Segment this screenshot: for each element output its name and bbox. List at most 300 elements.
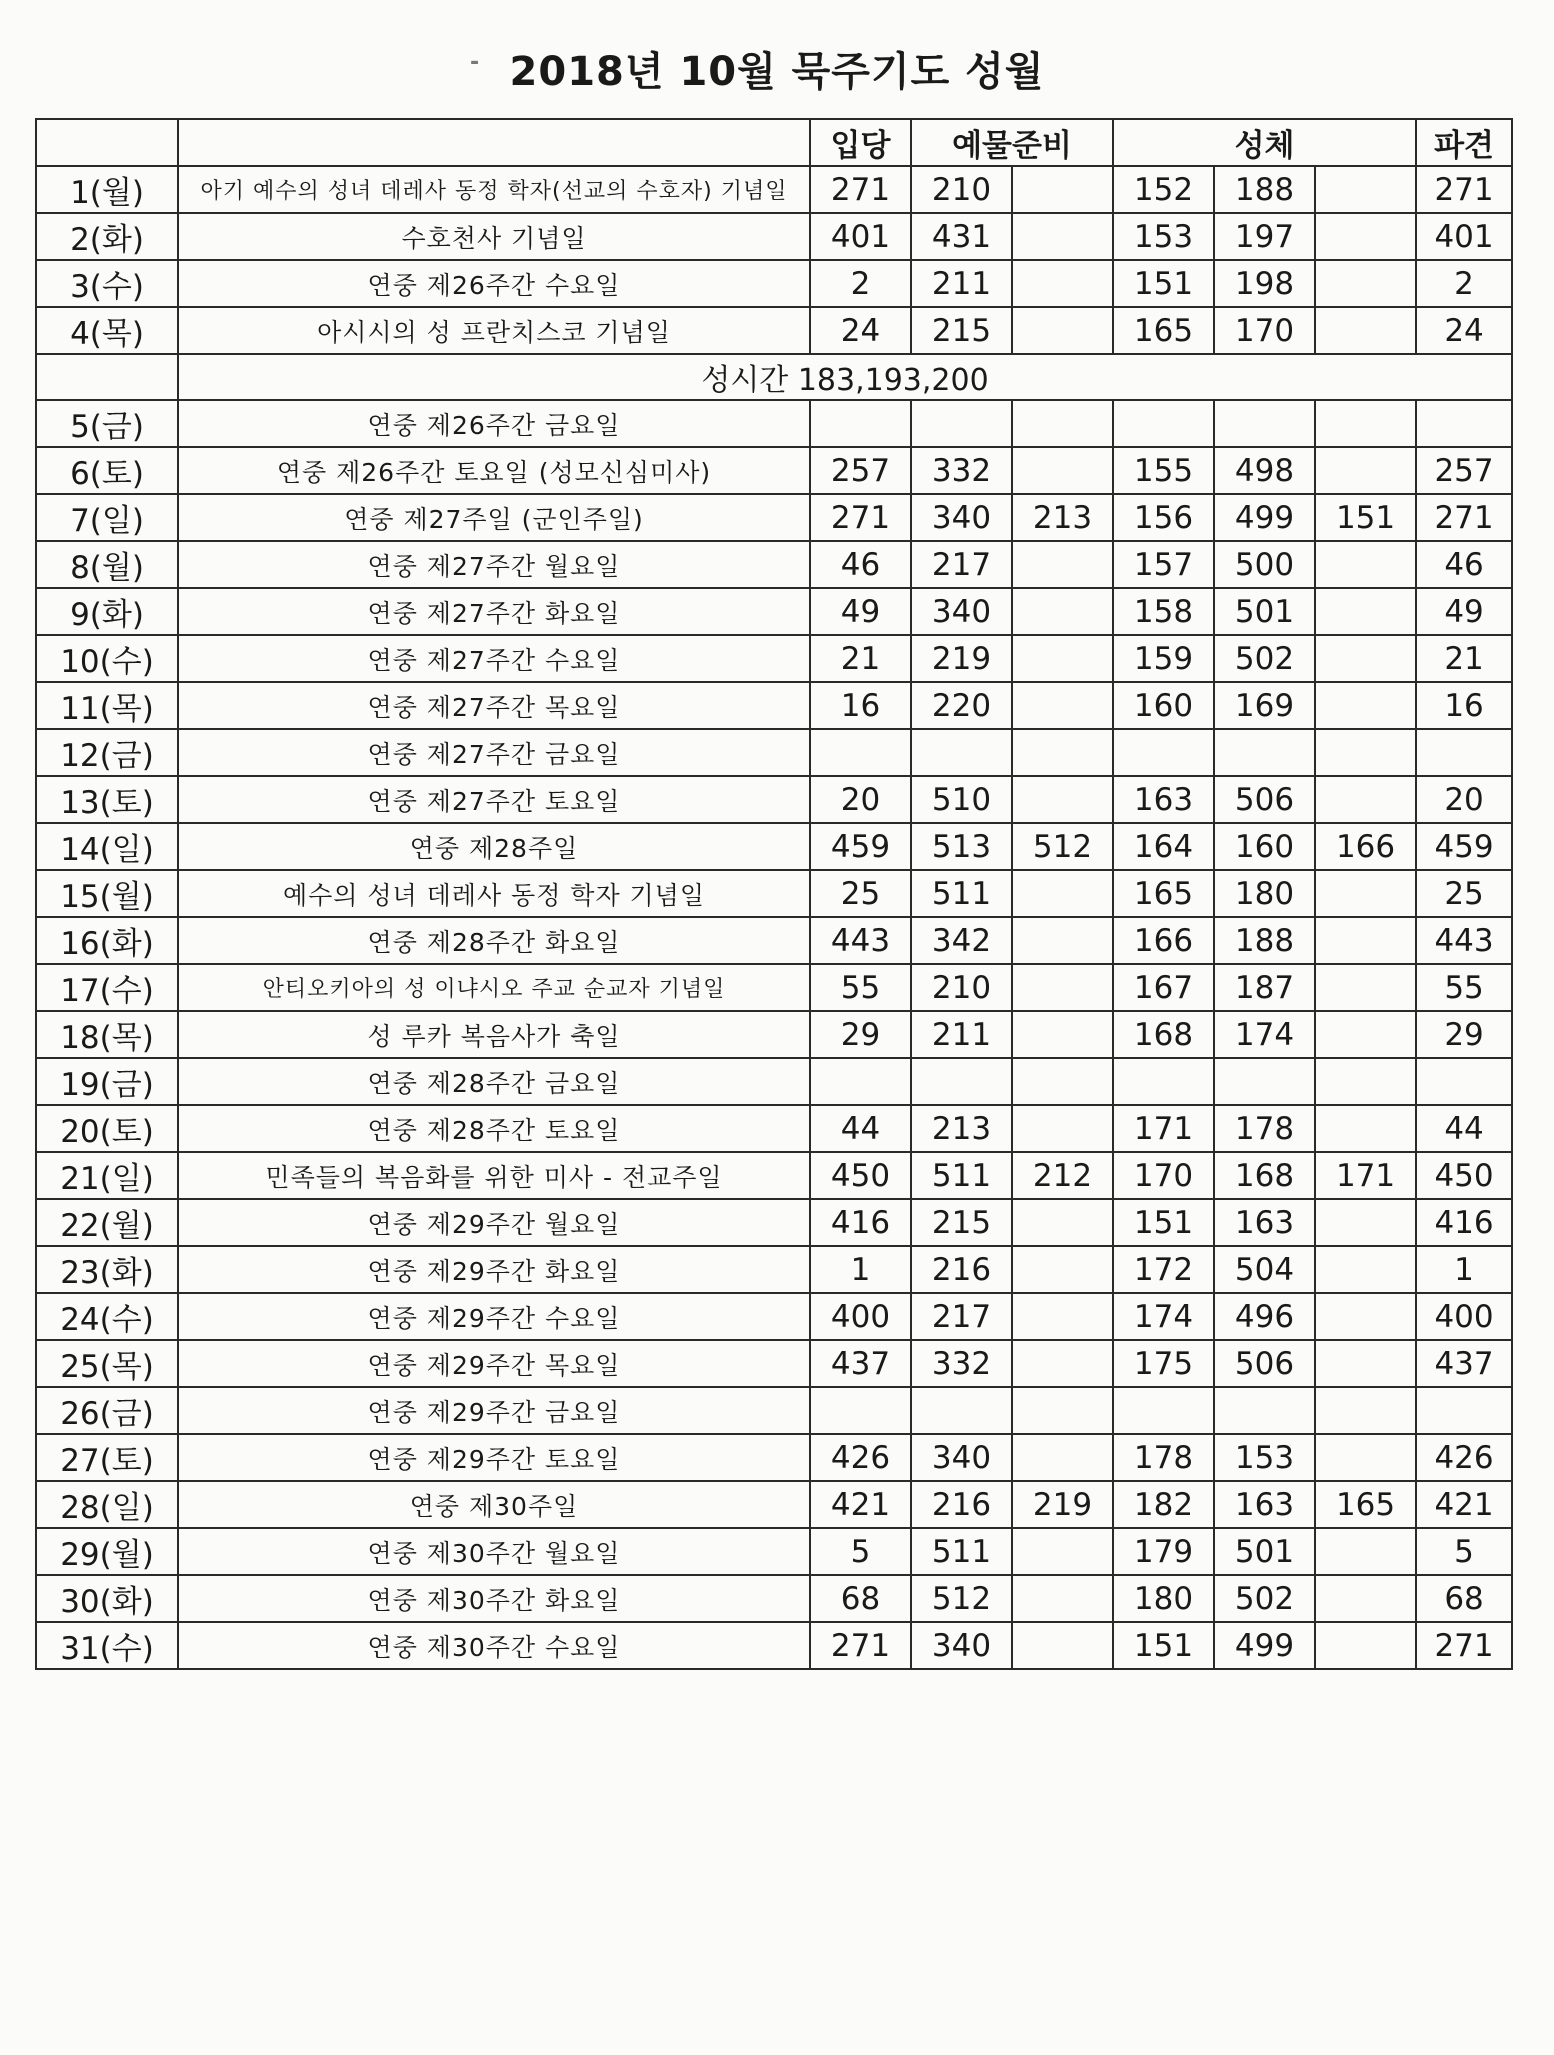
- communion-hymn-2-cell: 496: [1214, 1293, 1315, 1340]
- communion-hymn-3-cell: [1315, 1293, 1416, 1340]
- date-cell: 13(토): [36, 776, 178, 823]
- offertory-hymn-1-cell: 211: [911, 260, 1012, 307]
- offertory-hymn-2-cell: [1012, 917, 1113, 964]
- table-row: [36, 1011, 1512, 1058]
- date-cell: 22(월): [36, 1199, 178, 1246]
- date-cell: 8(월): [36, 541, 178, 588]
- offertory-hymn-2-cell: [1012, 307, 1113, 354]
- communion-hymn-3-cell: [1315, 213, 1416, 260]
- offertory-hymn-1-cell: 340: [911, 1622, 1012, 1669]
- date-cell: 6(토): [36, 447, 178, 494]
- liturgy-cell: 연중 제26주간 수요일: [178, 260, 810, 307]
- table-row: [36, 635, 1512, 682]
- communion-hymn-3-cell: [1315, 588, 1416, 635]
- communion-hymn-3-cell: [1315, 1199, 1416, 1246]
- communion-hymn-1-cell: 175: [1113, 1340, 1214, 1387]
- offertory-hymn-1-cell: 511: [911, 870, 1012, 917]
- dismissal-hymn-cell: 400: [1416, 1293, 1512, 1340]
- table-row: [36, 870, 1512, 917]
- page-title: [0, 40, 1554, 97]
- table-row: [36, 1387, 1512, 1434]
- offertory-hymn-1-cell: 216: [911, 1246, 1012, 1293]
- offertory-hymn-2-cell: [1012, 776, 1113, 823]
- date-cell: 9(화): [36, 588, 178, 635]
- liturgy-cell: 연중 제27주간 금요일: [178, 729, 810, 776]
- entrance-hymn-cell: 46: [810, 541, 911, 588]
- dismissal-hymn-cell: 271: [1416, 1622, 1512, 1669]
- dismissal-hymn-cell: 21: [1416, 635, 1512, 682]
- liturgy-cell: 연중 제29주간 월요일: [178, 1199, 810, 1246]
- communion-hymn-1-cell: 151: [1113, 1622, 1214, 1669]
- dismissal-hymn-cell: [1416, 1058, 1512, 1105]
- communion-hymn-2-cell: 197: [1214, 213, 1315, 260]
- offertory-hymn-2-cell: 219: [1012, 1481, 1113, 1528]
- communion-hymn-2-cell: 178: [1214, 1105, 1315, 1152]
- offertory-hymn-1-cell: [911, 1387, 1012, 1434]
- offertory-hymn-2-cell: [1012, 166, 1113, 213]
- date-cell: 7(일): [36, 494, 178, 541]
- offertory-hymn-1-cell: 511: [911, 1528, 1012, 1575]
- communion-hymn-3-cell: [1315, 1105, 1416, 1152]
- liturgy-cell: 연중 제26주간 금요일: [178, 400, 810, 447]
- table-row: [36, 823, 1512, 870]
- communion-hymn-2-cell: 188: [1214, 917, 1315, 964]
- dismissal-hymn-cell: 2: [1416, 260, 1512, 307]
- communion-hymn-3-cell: [1315, 917, 1416, 964]
- entrance-hymn-cell: [810, 1387, 911, 1434]
- communion-hymn-3-cell: [1315, 776, 1416, 823]
- communion-hymn-1-cell: 158: [1113, 588, 1214, 635]
- communion-hymn-1-cell: 170: [1113, 1152, 1214, 1199]
- date-cell: 5(금): [36, 400, 178, 447]
- offertory-hymn-2-cell: [1012, 1575, 1113, 1622]
- liturgy-cell: 연중 제27주간 수요일: [178, 635, 810, 682]
- dismissal-hymn-cell: [1416, 1387, 1512, 1434]
- offertory-hymn-1-cell: 211: [911, 1011, 1012, 1058]
- offertory-hymn-1-cell: 217: [911, 1293, 1012, 1340]
- dismissal-hymn-cell: 450: [1416, 1152, 1512, 1199]
- table-row: [36, 1434, 1512, 1481]
- offertory-hymn-2-cell: [1012, 588, 1113, 635]
- dismissal-hymn-cell: 401: [1416, 213, 1512, 260]
- communion-hymn-1-cell: 166: [1113, 917, 1214, 964]
- communion-hymn-2-cell: 163: [1214, 1481, 1315, 1528]
- offertory-hymn-1-cell: 332: [911, 447, 1012, 494]
- communion-hymn-3-cell: [1315, 400, 1416, 447]
- date-cell: 28(일): [36, 1481, 178, 1528]
- liturgy-cell: 연중 제27주간 토요일: [178, 776, 810, 823]
- communion-hymn-2-cell: 506: [1214, 1340, 1315, 1387]
- liturgy-cell: 연중 제26주간 토요일 (성모신심미사): [178, 447, 810, 494]
- communion-hymn-2-cell: 163: [1214, 1199, 1315, 1246]
- communion-hymn-1-cell: 151: [1113, 1199, 1214, 1246]
- offertory-hymn-1-cell: 217: [911, 541, 1012, 588]
- dismissal-hymn-cell: 29: [1416, 1011, 1512, 1058]
- communion-hymn-3-cell: [1315, 1434, 1416, 1481]
- offertory-hymn-1-cell: 512: [911, 1575, 1012, 1622]
- communion-hymn-1-cell: 153: [1113, 213, 1214, 260]
- date-cell: 26(금): [36, 1387, 178, 1434]
- offertory-hymn-2-cell: [1012, 1622, 1113, 1669]
- communion-hymn-2-cell: 499: [1214, 1622, 1315, 1669]
- offertory-hymn-2-cell: [1012, 729, 1113, 776]
- offertory-hymn-2-cell: [1012, 635, 1113, 682]
- title-dash-mark: -: [470, 50, 481, 75]
- communion-hymn-1-cell: 167: [1113, 964, 1214, 1011]
- communion-hymn-3-cell: [1315, 682, 1416, 729]
- liturgy-cell: 연중 제28주간 화요일: [178, 917, 810, 964]
- communion-hymn-3-cell: [1315, 1528, 1416, 1575]
- entrance-hymn-cell: 443: [810, 917, 911, 964]
- liturgy-cell: 연중 제28주일: [178, 823, 810, 870]
- offertory-hymn-1-cell: 340: [911, 494, 1012, 541]
- table-row: [36, 776, 1512, 823]
- entrance-hymn-cell: 2: [810, 260, 911, 307]
- header-offertory: 예물준비: [911, 119, 1113, 166]
- communion-hymn-2-cell: [1214, 1058, 1315, 1105]
- communion-hymn-1-cell: [1113, 400, 1214, 447]
- communion-hymn-2-cell: 160: [1214, 823, 1315, 870]
- liturgy-cell: 연중 제30주간 월요일: [178, 1528, 810, 1575]
- entrance-hymn-cell: [810, 729, 911, 776]
- table-row: [36, 541, 1512, 588]
- date-cell: 15(월): [36, 870, 178, 917]
- table-row: [36, 1528, 1512, 1575]
- offertory-hymn-2-cell: [1012, 1246, 1113, 1293]
- dismissal-hymn-cell: 49: [1416, 588, 1512, 635]
- offertory-hymn-1-cell: 215: [911, 1199, 1012, 1246]
- table-row: [36, 917, 1512, 964]
- communion-hymn-3-cell: 166: [1315, 823, 1416, 870]
- communion-hymn-2-cell: 198: [1214, 260, 1315, 307]
- dismissal-hymn-cell: 44: [1416, 1105, 1512, 1152]
- communion-hymn-3-cell: [1315, 1246, 1416, 1293]
- table-row: [36, 260, 1512, 307]
- liturgy-cell: 성 루카 복음사가 축일: [178, 1011, 810, 1058]
- communion-hymn-3-cell: [1315, 1011, 1416, 1058]
- dismissal-hymn-cell: 68: [1416, 1575, 1512, 1622]
- table-row: [36, 447, 1512, 494]
- entrance-hymn-cell: 1: [810, 1246, 911, 1293]
- date-cell: 30(화): [36, 1575, 178, 1622]
- offertory-hymn-2-cell: [1012, 870, 1113, 917]
- dismissal-hymn-cell: 257: [1416, 447, 1512, 494]
- offertory-hymn-2-cell: [1012, 1528, 1113, 1575]
- communion-hymn-2-cell: 174: [1214, 1011, 1315, 1058]
- offertory-hymn-2-cell: [1012, 541, 1113, 588]
- communion-hymn-2-cell: [1214, 1387, 1315, 1434]
- dismissal-hymn-cell: 443: [1416, 917, 1512, 964]
- offertory-hymn-1-cell: 210: [911, 964, 1012, 1011]
- dismissal-hymn-cell: 426: [1416, 1434, 1512, 1481]
- entrance-hymn-cell: 400: [810, 1293, 911, 1340]
- dismissal-hymn-cell: 16: [1416, 682, 1512, 729]
- header-row: [36, 119, 1512, 166]
- offertory-hymn-1-cell: 340: [911, 1434, 1012, 1481]
- liturgy-cell: 연중 제28주간 토요일: [178, 1105, 810, 1152]
- table-row: [36, 1058, 1512, 1105]
- table-row: [36, 588, 1512, 635]
- liturgy-cell: 연중 제27주일 (군인주일): [178, 494, 810, 541]
- communion-hymn-2-cell: 168: [1214, 1152, 1315, 1199]
- liturgy-cell: 연중 제27주간 목요일: [178, 682, 810, 729]
- entrance-hymn-cell: 29: [810, 1011, 911, 1058]
- date-cell: 19(금): [36, 1058, 178, 1105]
- communion-hymn-2-cell: 502: [1214, 1575, 1315, 1622]
- offertory-hymn-2-cell: [1012, 1199, 1113, 1246]
- communion-hymn-1-cell: 151: [1113, 260, 1214, 307]
- communion-hymn-1-cell: 172: [1113, 1246, 1214, 1293]
- communion-hymn-2-cell: 498: [1214, 447, 1315, 494]
- date-cell: 11(목): [36, 682, 178, 729]
- dismissal-hymn-cell: 46: [1416, 541, 1512, 588]
- dismissal-hymn-cell: 55: [1416, 964, 1512, 1011]
- liturgy-cell: 연중 제28주간 금요일: [178, 1058, 810, 1105]
- offertory-hymn-2-cell: [1012, 1105, 1113, 1152]
- communion-hymn-1-cell: 160: [1113, 682, 1214, 729]
- entrance-hymn-cell: 25: [810, 870, 911, 917]
- date-cell: 3(수): [36, 260, 178, 307]
- offertory-hymn-1-cell: 210: [911, 166, 1012, 213]
- communion-hymn-3-cell: [1315, 729, 1416, 776]
- communion-hymn-3-cell: [1315, 635, 1416, 682]
- communion-hymn-3-cell: 165: [1315, 1481, 1416, 1528]
- communion-hymn-3-cell: [1315, 1340, 1416, 1387]
- offertory-hymn-1-cell: 219: [911, 635, 1012, 682]
- offertory-hymn-1-cell: 513: [911, 823, 1012, 870]
- liturgy-cell: 연중 제29주간 목요일: [178, 1340, 810, 1387]
- table-row: [36, 494, 1512, 541]
- date-cell: 20(토): [36, 1105, 178, 1152]
- offertory-hymn-2-cell: 212: [1012, 1152, 1113, 1199]
- liturgy-cell: 연중 제29주간 수요일: [178, 1293, 810, 1340]
- dismissal-hymn-cell: 1: [1416, 1246, 1512, 1293]
- dismissal-hymn-cell: 421: [1416, 1481, 1512, 1528]
- table-row: [36, 1481, 1512, 1528]
- communion-hymn-3-cell: [1315, 964, 1416, 1011]
- dismissal-hymn-cell: 5: [1416, 1528, 1512, 1575]
- offertory-hymn-2-cell: [1012, 400, 1113, 447]
- communion-hymn-1-cell: 152: [1113, 166, 1214, 213]
- dismissal-hymn-cell: [1416, 729, 1512, 776]
- communion-hymn-1-cell: [1113, 1387, 1214, 1434]
- communion-hymn-1-cell: 178: [1113, 1434, 1214, 1481]
- date-cell: 16(화): [36, 917, 178, 964]
- liturgy-cell: 연중 제30주간 화요일: [178, 1575, 810, 1622]
- offertory-hymn-1-cell: 216: [911, 1481, 1012, 1528]
- date-cell: 21(일): [36, 1152, 178, 1199]
- entrance-hymn-cell: [810, 1058, 911, 1105]
- dismissal-hymn-cell: 25: [1416, 870, 1512, 917]
- entrance-hymn-cell: 24: [810, 307, 911, 354]
- offertory-hymn-2-cell: 213: [1012, 494, 1113, 541]
- dismissal-hymn-cell: [1416, 400, 1512, 447]
- communion-hymn-3-cell: [1315, 541, 1416, 588]
- communion-hymn-3-cell: [1315, 260, 1416, 307]
- entrance-hymn-cell: 20: [810, 776, 911, 823]
- table-row: [36, 166, 1512, 213]
- date-cell: 18(목): [36, 1011, 178, 1058]
- offertory-hymn-1-cell: [911, 400, 1012, 447]
- date-cell: 25(목): [36, 1340, 178, 1387]
- entrance-hymn-cell: 44: [810, 1105, 911, 1152]
- entrance-hymn-cell: 426: [810, 1434, 911, 1481]
- communion-hymn-3-cell: [1315, 166, 1416, 213]
- entrance-hymn-cell: 459: [810, 823, 911, 870]
- table-row: [36, 1246, 1512, 1293]
- entrance-hymn-cell: 16: [810, 682, 911, 729]
- date-cell: 12(금): [36, 729, 178, 776]
- offertory-hymn-2-cell: [1012, 1387, 1113, 1434]
- liturgy-cell: 연중 제29주간 금요일: [178, 1387, 810, 1434]
- dismissal-hymn-cell: 271: [1416, 494, 1512, 541]
- communion-hymn-1-cell: 180: [1113, 1575, 1214, 1622]
- liturgy-cell: 민족들의 복음화를 위한 미사 - 전교주일: [178, 1152, 810, 1199]
- date-cell: 31(수): [36, 1622, 178, 1669]
- entrance-hymn-cell: 55: [810, 964, 911, 1011]
- date-cell: 10(수): [36, 635, 178, 682]
- entrance-hymn-cell: 271: [810, 166, 911, 213]
- dismissal-hymn-cell: 20: [1416, 776, 1512, 823]
- entrance-hymn-cell: 68: [810, 1575, 911, 1622]
- communion-hymn-3-cell: [1315, 1575, 1416, 1622]
- dismissal-hymn-cell: 271: [1416, 166, 1512, 213]
- communion-hymn-1-cell: 155: [1113, 447, 1214, 494]
- liturgy-cell: 연중 제30주일: [178, 1481, 810, 1528]
- offertory-hymn-2-cell: [1012, 964, 1113, 1011]
- communion-hymn-1-cell: [1113, 1058, 1214, 1105]
- communion-hymn-1-cell: 165: [1113, 870, 1214, 917]
- liturgy-cell: 연중 제30주간 수요일: [178, 1622, 810, 1669]
- offertory-hymn-2-cell: [1012, 447, 1113, 494]
- communion-hymn-3-cell: [1315, 307, 1416, 354]
- communion-hymn-3-cell: [1315, 447, 1416, 494]
- communion-hymn-2-cell: [1214, 729, 1315, 776]
- offertory-hymn-1-cell: 510: [911, 776, 1012, 823]
- table-row: [36, 1340, 1512, 1387]
- communion-hymn-1-cell: [1113, 729, 1214, 776]
- date-cell: 23(화): [36, 1246, 178, 1293]
- offertory-hymn-2-cell: [1012, 682, 1113, 729]
- communion-hymn-2-cell: 187: [1214, 964, 1315, 1011]
- table-row: [36, 964, 1512, 1011]
- offertory-hymn-1-cell: 215: [911, 307, 1012, 354]
- header-liturgy-cell: [178, 119, 810, 166]
- date-cell: 2(화): [36, 213, 178, 260]
- date-cell: 27(토): [36, 1434, 178, 1481]
- communion-hymn-2-cell: 188: [1214, 166, 1315, 213]
- offertory-hymn-1-cell: 332: [911, 1340, 1012, 1387]
- offertory-hymn-2-cell: [1012, 1340, 1113, 1387]
- offertory-hymn-2-cell: 512: [1012, 823, 1113, 870]
- note-row: [36, 354, 1512, 400]
- dismissal-hymn-cell: 416: [1416, 1199, 1512, 1246]
- table-row: [36, 1105, 1512, 1152]
- table-row: [36, 213, 1512, 260]
- communion-hymn-2-cell: 170: [1214, 307, 1315, 354]
- offertory-hymn-1-cell: [911, 1058, 1012, 1105]
- communion-hymn-1-cell: 171: [1113, 1105, 1214, 1152]
- table-row: [36, 400, 1512, 447]
- dismissal-hymn-cell: 459: [1416, 823, 1512, 870]
- communion-hymn-2-cell: 500: [1214, 541, 1315, 588]
- date-cell: 1(월): [36, 166, 178, 213]
- table-row: [36, 307, 1512, 354]
- entrance-hymn-cell: 401: [810, 213, 911, 260]
- communion-hymn-3-cell: [1315, 870, 1416, 917]
- communion-hymn-2-cell: 501: [1214, 1528, 1315, 1575]
- communion-hymn-1-cell: 156: [1113, 494, 1214, 541]
- offertory-hymn-1-cell: 342: [911, 917, 1012, 964]
- holy-hour-note: 성시간 183,193,200: [178, 354, 1512, 400]
- communion-hymn-2-cell: [1214, 400, 1315, 447]
- table-row: [36, 729, 1512, 776]
- communion-hymn-3-cell: [1315, 1058, 1416, 1105]
- table-row: [36, 1575, 1512, 1622]
- page-title-text: 2018년 10월 묵주기도 성월: [509, 49, 1045, 95]
- communion-hymn-2-cell: 169: [1214, 682, 1315, 729]
- liturgy-cell: 수호천사 기념일: [178, 213, 810, 260]
- communion-hymn-3-cell: 151: [1315, 494, 1416, 541]
- entrance-hymn-cell: 450: [810, 1152, 911, 1199]
- communion-hymn-2-cell: 502: [1214, 635, 1315, 682]
- offertory-hymn-1-cell: 220: [911, 682, 1012, 729]
- communion-hymn-3-cell: 171: [1315, 1152, 1416, 1199]
- header-communion: 성체: [1113, 119, 1416, 166]
- offertory-hymn-1-cell: 431: [911, 213, 1012, 260]
- note-blank-cell: [36, 354, 178, 400]
- offertory-hymn-2-cell: [1012, 1011, 1113, 1058]
- liturgy-cell: 연중 제27주간 화요일: [178, 588, 810, 635]
- liturgy-cell: 아기 예수의 성녀 데레사 동정 학자(선교의 수호자) 기념일: [178, 166, 810, 213]
- date-cell: 14(일): [36, 823, 178, 870]
- communion-hymn-1-cell: 159: [1113, 635, 1214, 682]
- communion-hymn-1-cell: 179: [1113, 1528, 1214, 1575]
- communion-hymn-2-cell: 180: [1214, 870, 1315, 917]
- communion-hymn-2-cell: 501: [1214, 588, 1315, 635]
- communion-hymn-2-cell: 499: [1214, 494, 1315, 541]
- entrance-hymn-cell: 271: [810, 494, 911, 541]
- entrance-hymn-cell: 49: [810, 588, 911, 635]
- communion-hymn-1-cell: 174: [1113, 1293, 1214, 1340]
- liturgy-cell: 연중 제29주간 화요일: [178, 1246, 810, 1293]
- table-row: [36, 1622, 1512, 1669]
- table-row: [36, 1152, 1512, 1199]
- date-cell: 4(목): [36, 307, 178, 354]
- offertory-hymn-1-cell: 511: [911, 1152, 1012, 1199]
- offertory-hymn-2-cell: [1012, 1058, 1113, 1105]
- hymn-schedule-table: [35, 118, 1513, 1670]
- date-cell: 17(수): [36, 964, 178, 1011]
- communion-hymn-1-cell: 157: [1113, 541, 1214, 588]
- liturgy-cell: 안티오키아의 성 이냐시오 주교 순교자 기념일: [178, 964, 810, 1011]
- communion-hymn-1-cell: 168: [1113, 1011, 1214, 1058]
- communion-hymn-2-cell: 506: [1214, 776, 1315, 823]
- liturgy-cell: 연중 제27주간 월요일: [178, 541, 810, 588]
- entrance-hymn-cell: 421: [810, 1481, 911, 1528]
- communion-hymn-1-cell: 182: [1113, 1481, 1214, 1528]
- entrance-hymn-cell: 271: [810, 1622, 911, 1669]
- date-cell: 29(월): [36, 1528, 178, 1575]
- liturgy-cell: 아시시의 성 프란치스코 기념일: [178, 307, 810, 354]
- offertory-hymn-1-cell: [911, 729, 1012, 776]
- offertory-hymn-1-cell: 340: [911, 588, 1012, 635]
- entrance-hymn-cell: [810, 400, 911, 447]
- table-row: [36, 1199, 1512, 1246]
- entrance-hymn-cell: 5: [810, 1528, 911, 1575]
- table-body: [36, 119, 1512, 1669]
- communion-hymn-2-cell: 153: [1214, 1434, 1315, 1481]
